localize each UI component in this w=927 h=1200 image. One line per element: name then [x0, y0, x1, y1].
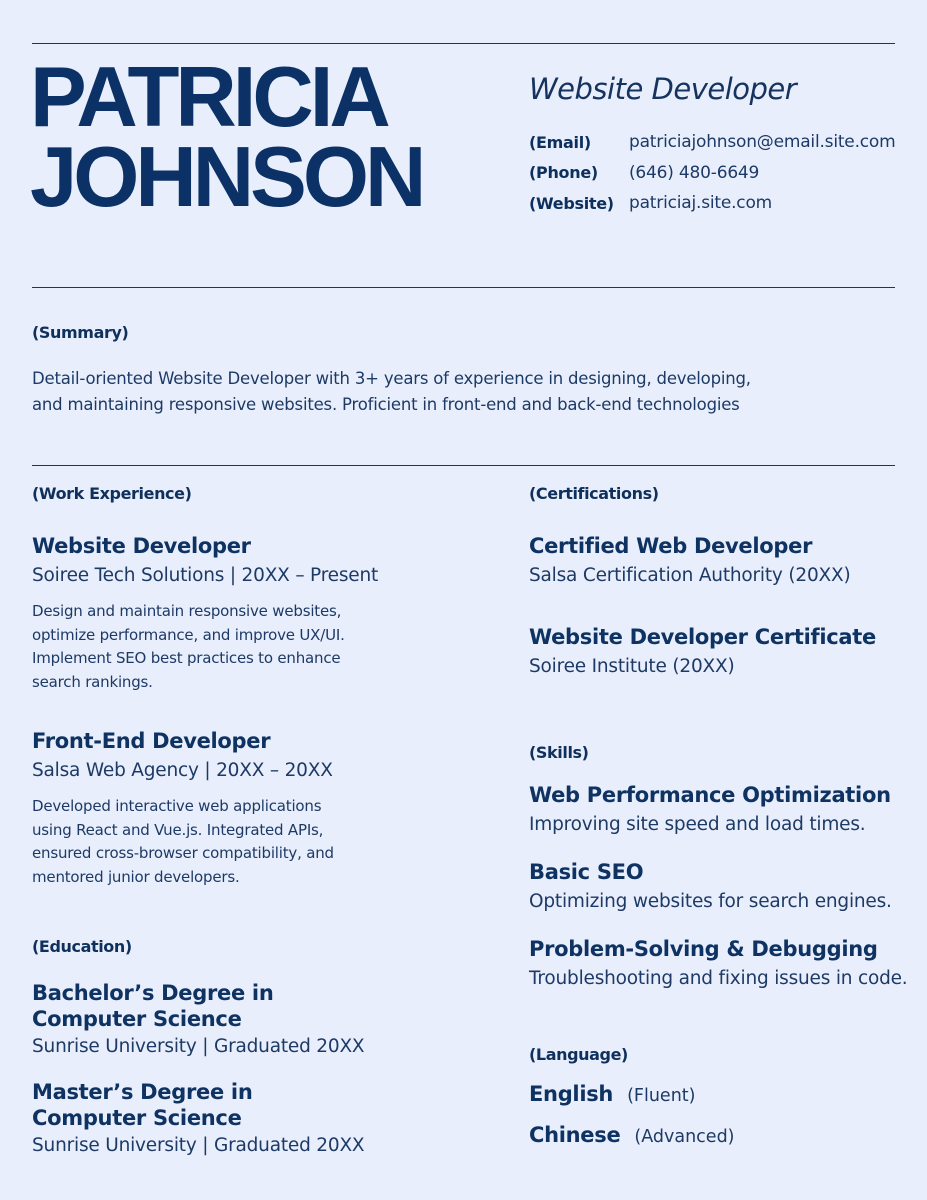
- summary-text: [32, 366, 812, 418]
- skill-entry: [529, 936, 924, 993]
- email-value[interactable]: patriciajohnson@email.site.com: [629, 132, 896, 153]
- language-item: [529, 1123, 924, 1164]
- job-description: [32, 600, 472, 694]
- header-divider: [32, 287, 895, 288]
- right-column: [529, 484, 924, 1164]
- language-heading: (Language): [529, 1045, 628, 1064]
- language-item: [529, 1082, 924, 1123]
- work-experience-heading: (Work Experience): [32, 484, 192, 503]
- certification-issuer: Soiree Institute (20XX): [529, 656, 735, 677]
- email-label: (Email): [529, 132, 591, 152]
- summary-line: and maintaining responsive websites. Proficient in front-end and back-end technologies: [32, 395, 740, 414]
- certification-title: Website Developer Certificate: [529, 625, 876, 649]
- job-title: Website Developer: [529, 72, 797, 106]
- certifications-heading: (Certifications): [529, 484, 659, 503]
- job-description: [32, 795, 472, 889]
- skill-entry: [529, 859, 924, 916]
- language-name: English: [529, 1082, 614, 1106]
- left-column: [32, 484, 472, 1160]
- first-name: PATRICIA: [30, 50, 387, 145]
- summary-divider: [32, 465, 895, 466]
- education-heading: (Education): [32, 937, 132, 956]
- skill-entry: [529, 782, 924, 839]
- job-title: Website Developer: [32, 534, 251, 558]
- certification-issuer: Salsa Certification Authority (20XX): [529, 565, 851, 586]
- language-list: [529, 1082, 924, 1164]
- desc-line: Design and maintain responsive websites,: [32, 602, 342, 620]
- desc-line: optimize performance, and improve UX/UI.: [32, 625, 345, 644]
- summary-line: Detail-oriented Website Developer with 3+ years of experience in designing, developing,: [32, 369, 751, 388]
- last-name: JOHNSON: [30, 130, 423, 225]
- website-value[interactable]: patriciaj.site.com: [629, 193, 773, 214]
- contact-website-row: [529, 188, 895, 219]
- desc-line: Implement SEO best practices to enhance: [32, 649, 341, 667]
- skill-description: Troubleshooting and fixing issues in code.: [529, 968, 908, 989]
- job-company: Salsa Web Agency | 20XX – 20XX: [32, 760, 333, 781]
- contact-block: [529, 127, 895, 219]
- skill-title: Problem-Solving & Debugging: [529, 937, 878, 961]
- top-divider: [32, 43, 895, 44]
- certification-entry: [529, 533, 924, 590]
- degree-title: [32, 1079, 472, 1131]
- degree-school: Sunrise University | Graduated 20XX: [32, 1036, 365, 1057]
- website-label: (Website): [529, 193, 614, 213]
- summary-heading: (Summary): [32, 323, 129, 342]
- skill-title: Basic SEO: [529, 860, 644, 884]
- desc-line: ensured cross-browser compatibility, and: [32, 844, 334, 862]
- job-title: Front-End Developer: [32, 729, 271, 753]
- degree-title: [32, 980, 472, 1032]
- desc-line: mentored junior developers.: [32, 867, 240, 886]
- candidate-name: [30, 50, 423, 225]
- skill-title: Web Performance Optimization: [529, 783, 891, 807]
- certification-title: Certified Web Developer: [529, 534, 813, 558]
- contact-phone-row: [529, 158, 895, 189]
- job-entry: [32, 533, 472, 694]
- degree-title-line: Computer Science: [32, 1106, 242, 1130]
- language-level: (Advanced): [634, 1127, 735, 1147]
- job-entry: [32, 728, 472, 889]
- degree-entry: [32, 1079, 472, 1160]
- degree-title-line: Computer Science: [32, 1007, 242, 1031]
- phone-value[interactable]: (646) 480-6649: [629, 162, 760, 183]
- skill-description: Improving site speed and load times.: [529, 814, 866, 835]
- degree-title-line: Master’s Degree in: [32, 1080, 253, 1104]
- language-level: (Fluent): [627, 1086, 696, 1106]
- desc-line: Developed interactive web applications: [32, 797, 322, 815]
- desc-line: search rankings.: [32, 672, 153, 691]
- phone-label: (Phone): [529, 163, 598, 183]
- job-company: Soiree Tech Solutions | 20XX – Present: [32, 565, 379, 586]
- degree-school: Sunrise University | Graduated 20XX: [32, 1135, 365, 1156]
- degree-title-line: Bachelor’s Degree in: [32, 981, 274, 1005]
- degree-entry: [32, 980, 472, 1061]
- contact-email-row: [529, 127, 895, 158]
- certification-entry: [529, 624, 924, 681]
- language-name: Chinese: [529, 1123, 621, 1147]
- skills-heading: (Skills): [529, 743, 589, 762]
- skill-description: Optimizing websites for search engines.: [529, 891, 892, 912]
- desc-line: using React and Vue.js. Integrated APIs,: [32, 820, 324, 839]
